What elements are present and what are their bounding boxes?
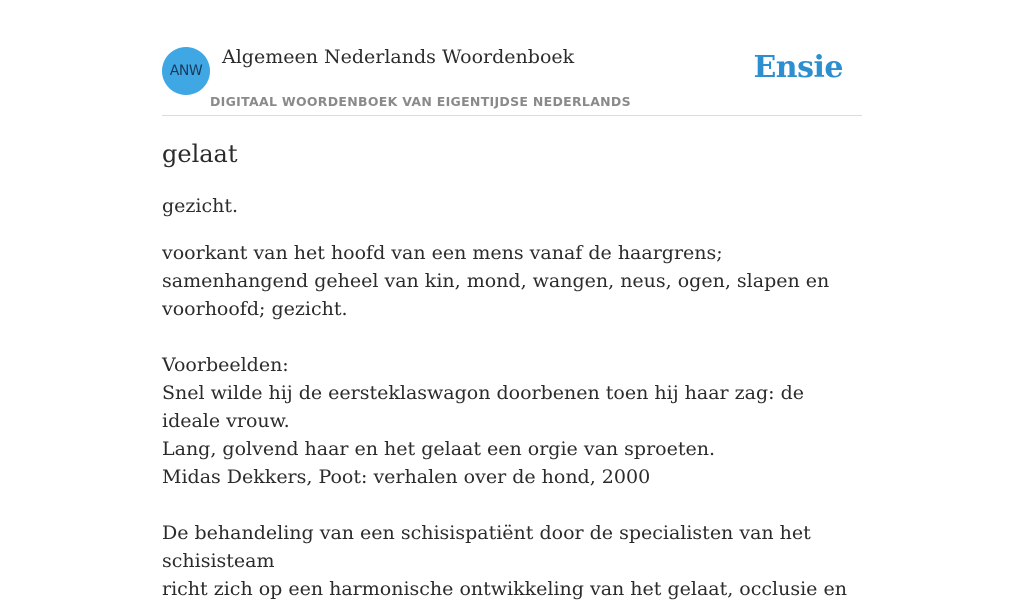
example-1-line-2: Lang, golvend haar en het gelaat een orgie van sproeten. [162,438,716,460]
anw-logo[interactable] [162,47,210,95]
example-2-line-1: De behandeling van een schisispatiënt door de specialisten van het schisisteam [162,522,811,572]
examples-label: Voorbeelden: [162,354,289,376]
site-title[interactable]: Algemeen Nederlands Woordenboek [222,46,575,68]
entry-content [162,136,862,603]
short-definition: gezicht. [162,195,239,217]
example-1-source: Midas Dekkers, Poot: verhalen over de hond, 2000 [162,466,651,488]
example-2 [162,519,862,603]
site-header [162,46,862,116]
site-subtitle: DIGITAAL WOORDENBOEK VAN EIGENTIJDSE NEDERLANDS [210,94,631,109]
entry-headword: gelaat [162,140,238,168]
long-definition: voorkant van het hoofd van een mens vanaf de haargrens; samenhangend geheel van kin, mond, wangen, neus, ogen, slapen en voorhoofd; gezicht. [162,242,830,320]
examples-section [162,351,862,603]
logo-text: ANW [169,63,203,79]
ensie-brand-logo[interactable]: Ensie [753,50,843,85]
example-2-line-2: richt zich op een harmonische ontwikkeling van het gelaat, occlusie en [162,578,847,600]
example-1-line-1: Snel wilde hij de eersteklaswagon doorbenen toen hij haar zag: de ideale vrouw. [162,382,804,432]
